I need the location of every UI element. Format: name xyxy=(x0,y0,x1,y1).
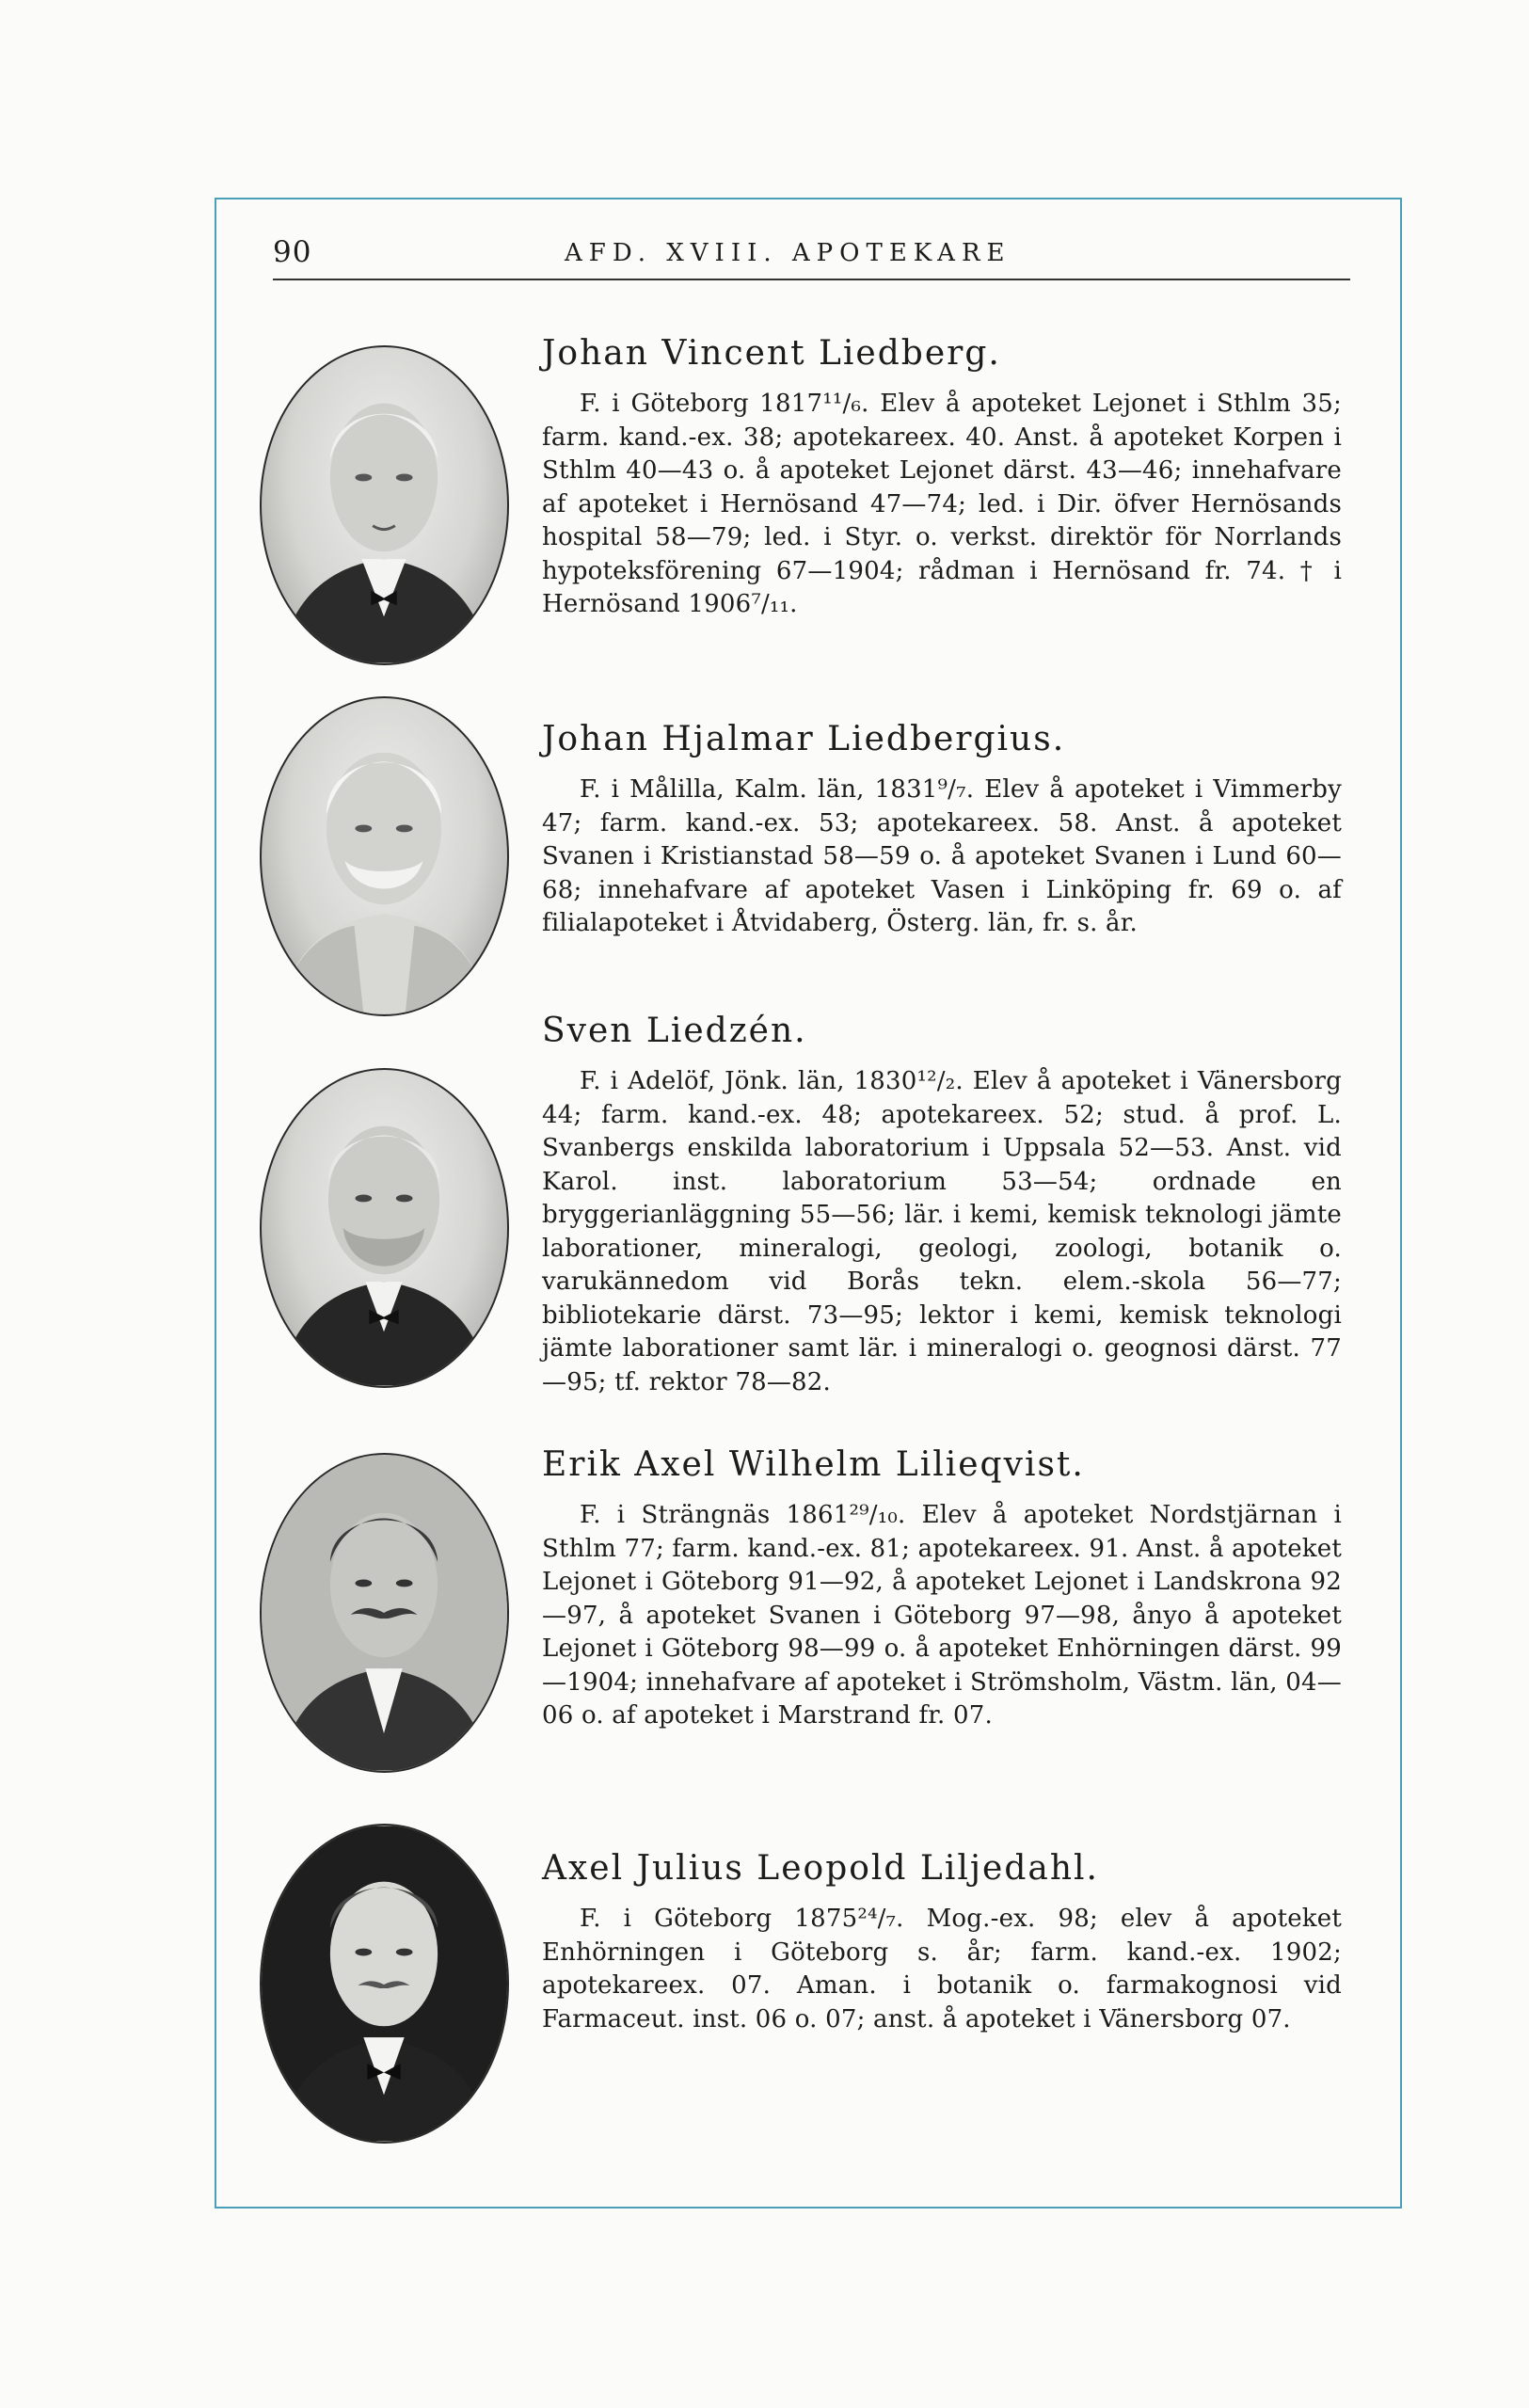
biography-text: F. i Adelöf, Jönk. län, 1830¹²/₂. Elev å apoteket i Vänersborg 44; farm. kand.-ex. 48; apotekareex. 52; stud. å prof. L. Svanbergs enskilda laboratorium i Uppsala 52—53. Anst. vid Karol. inst. laboratorium 53—54; ordnade en bryggerianläggning 55—56; lär. i kemi, kemisk teknologi jämte laborationer, mineralogi, geologi, zoologi, botanik o. varukännedom vid Borås tekn. elem.-skola 56—77; bibliotekarie därst. 73—95; lektor i kemi, kemisk teknologi jämte laborationer samt lär. i mineralogi o. geognosi därst. 77—95; tf. rektor 78—82. xyxy=(542,1067,1342,1396)
person-name: Axel Julius Leopold Liljedahl. xyxy=(542,1849,1099,1888)
biography-text: F. i Målilla, Kalm. län, 1831⁹/₇. Elev å apoteket i Vimmerby 47; farm. kand.-ex. 53; apotekareex. 58. Anst. å apoteket Svanen i Kristianstad 58—59 o. å apoteket Svanen i Lund 60—68; innehafvare af apoteket Vasen i Linköping fr. 69 o. af filialapoteket i Åtvidaberg, Österg. län, fr. s. år. xyxy=(542,775,1342,937)
entry-text xyxy=(542,1849,1342,2036)
entry-text xyxy=(542,1012,1342,1399)
portrait-photo xyxy=(260,1453,509,1773)
portrait-illustration xyxy=(262,698,507,1014)
biography-text: F. i Strängnäs 1861²⁹/₁₀. Elev å apoteket Nordstjärnan i Sthlm 77; farm. kand.-ex. 81; apotekareex. 91. Anst. å apoteket Lejonet i Göteborg 91—92, å apoteket Lejonet i Landskrona 92—97, å apoteket Svanen i Göteborg 97—98, ånyo å apoteket Lejonet i Göteborg 98—99 o. å apoteket Enhörningen därst. 99—1904; innehafvare af apoteket i Strömsholm, Västm. län, 04—06 o. af apoteket i Marstrand fr. 07. xyxy=(542,1501,1342,1730)
running-head: AFD. XVIII. APOTEKARE xyxy=(565,239,1011,267)
portrait-illustration xyxy=(262,347,507,663)
person-name: Johan Vincent Liedberg. xyxy=(542,334,1001,373)
portrait-illustration xyxy=(262,1070,507,1386)
portrait-illustration xyxy=(262,1455,507,1771)
page-number: 90 xyxy=(273,235,312,269)
portrait-illustration xyxy=(262,1826,507,2142)
person-name: Johan Hjalmar Liedbergius. xyxy=(542,720,1066,758)
page-header xyxy=(273,235,1350,280)
entry-text xyxy=(542,720,1342,941)
portrait-photo xyxy=(260,1068,509,1388)
person-name: Erik Axel Wilhelm Lilieqvist. xyxy=(542,1445,1085,1484)
portrait-photo xyxy=(260,696,509,1016)
portrait-photo xyxy=(260,345,509,665)
entry-text xyxy=(542,334,1342,622)
biography-text: F. i Göteborg 1875²⁴/₇. Mog.-ex. 98; elev å apoteket Enhörningen i Göteborg s. år; farm. kand.-ex. 1902; apotekareex. 07. Aman. i botanik o. farmakognosi vid Farmaceut. inst. 06 o. 07; anst. å apoteket i Vänersborg 07. xyxy=(542,1905,1342,2033)
entry-text xyxy=(542,1445,1342,1733)
biography-text: F. i Göteborg 1817¹¹/₆. Elev å apoteket Lejonet i Sthlm 35; farm. kand.-ex. 38; apotekareex. 40. Anst. å apoteket Korpen i Sthlm 40—43 o. å apoteket Lejonet därst. 43—46; innehafvare af apoteket i Hernösand 47—74; led. i Dir. öfver Hernösands hospital 58—79; led. i Styr. o. verkst. direktör för Norrlands hypoteksförening 67—1904; rådman i Hernösand fr. 74. † i Hernösand 1906⁷/₁₁. xyxy=(542,390,1342,618)
portrait-photo xyxy=(260,1824,509,2144)
person-name: Sven Liedzén. xyxy=(542,1012,807,1050)
